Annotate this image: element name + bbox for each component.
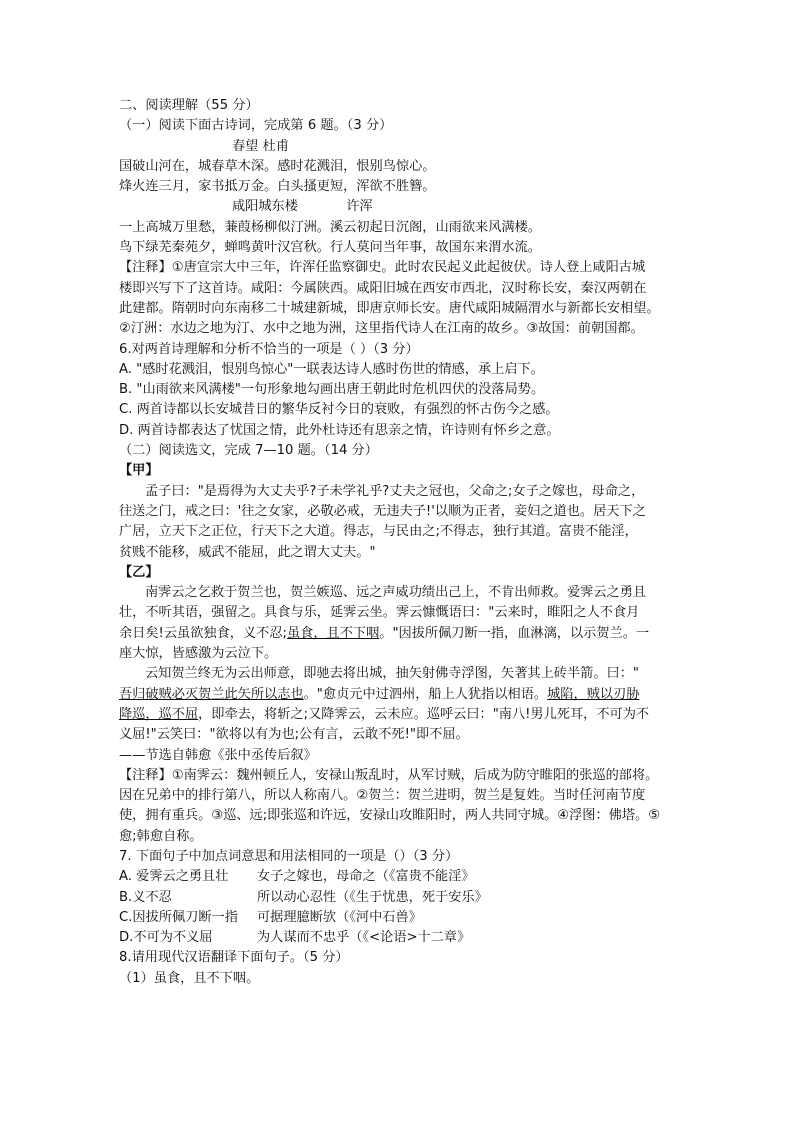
poem1-title: 春望 杜甫 [232,138,289,154]
question-6-option: A. "感时花溅泪，恨别鸟惊心"一联表达诗人感时伤世的情感，承上启下。 [119,361,544,377]
section-heading: 二、阅读理解（55 分） [119,98,259,113]
question-8-item: （1）虽食，且不下咽。 [119,970,260,986]
passage-line: 降巡，巡不屈，即牵去，将斩之;又降霁云，云未应。巡呼云曰："南八!男儿死耳，不可为不 [119,706,650,722]
passage-line: 云知贺兰终无为云出师意，即驰去将出城，抽矢射佛寺浮图，矢著其上砖半箭。曰：" [145,666,639,682]
underlined-sentence: 吾归破贼必灭贺兰此矢所以志也 [119,686,304,702]
question-7-stem: 7. 下面句子中加点词意思和用法相同的一项是（）（3 分） [119,848,459,864]
passage-source: ——节选自韩愈《张中丞传后叙》 [119,747,317,763]
yi-label: 【乙】 [119,564,159,580]
question-7-option: B.义不忍 所以动心忍性（《生于忧患，死于安乐》 [119,889,488,905]
passage-line: 贫贱不能移，威武不能屈，此之谓大丈夫。" [119,544,376,560]
question-6-option: D. 两首诗都表达了忧国之情，此外杜诗还有思亲之情，许诗则有怀乡之意。 [119,422,560,438]
note-line: 【注释】①南霁云：魏州顿丘人，安禄山叛乱时，从军讨贼，后成为防守睢阳的张巡的部将。 [119,767,659,783]
part2-instruction: （二）阅读选文，完成 7—10 题。（14 分） [119,443,378,459]
poem2-title-row [119,197,681,217]
document-page [119,96,681,989]
note-line: 使，拥有重兵。③巡、远;即张巡和许远，安禄山攻睢阳时，两人共同守城。④浮图：佛塔。⑤ [119,808,661,824]
note-line: 楼即兴写下了这首诗。咸阳：今属陕西。咸阳旧城在西安市西北，汉时称长安，秦汉两朝在 [119,280,647,296]
question-8-stem: 8.请用现代汉语翻译下面句子。（5 分） [119,950,349,966]
passage-line: 吾归破贼必灭贺兰此矢所以志也。"愈贞元中过泗州，船上人犹指以相语。城陷，贼以刃胁 [119,686,640,702]
question-6-option: C. 两首诗都以长安城昔日的繁华反衬今日的衰败，有强烈的怀古伤今之感。 [119,402,559,418]
part1-instruction: （一）阅读下面古诗词，完成第 6 题。（3 分） [119,118,393,134]
passage-line: 座大惊，皆感激为云泣下。 [119,646,278,662]
question-6-option: B. "山雨欲来风满楼"一句形象地勾画出唐王朝此时危机四伏的没落局势。 [119,382,545,398]
underlined-sentence: 虽食，且不下咽 [286,625,380,641]
poem-line: 一上高城万里愁，蒹葭杨柳似汀洲。溪云初起日沉阁，山雨欲来风满楼。 [119,219,541,235]
passage-line: 南霁云之乞救于贺兰也，贺兰嫉巡、远之声威功绩出己上，不肯出师救。爱霁云之勇且 [145,585,647,601]
passage-line: 义屈!"云笑曰："欲将以有为也;公有言，云敢不死!"即不屈。 [119,727,469,743]
question-7-option: D.不可为不义屈 为人谋而不忠乎（《<论语>十二章》 [119,930,471,946]
question-7-option: A. 爱霁云之勇且壮 女子之嫁也，母命之（《富贵不能淫》 [119,869,475,885]
passage-line: 壮，不听其语，强留之。具食与乐，延霁云坐。霁云慷慨语曰："云来时，睢阳之人不食月 [119,605,640,621]
note-line: 此建都。隋朝时向东南移二十城建新城，即唐京师长安。唐代咸阳城隔渭水与新都长安相望。 [119,300,660,316]
passage-line: 往送之门，戒之曰：'往之女家，必敬必戒，无违夫子!'以顺为正者，妾妇之道也。居天下之 [119,503,646,519]
note-line: 愈;韩愈自称。 [119,828,203,844]
poem-line: 国破山河在，城春草木深。感时花溅泪，恨别鸟惊心。 [119,158,436,174]
passage-line: 广居，立天下之正位，行天下之大道。得志，与民由之;不得志，独行其道。富贵不能淫， [119,524,638,540]
note-line: 因在兄弟中的排行第八，所以人称南八。②贺兰：贺兰进明，贺兰是复姓。当时任河南节度 [119,788,646,804]
note-line: ②汀洲：水边之地为汀、水中之地为洲，这里指代诗人在江南的故乡。③故国：前朝国都。 [119,321,644,337]
poem-line: 鸟下绿芜秦苑夕，蝉鸣黄叶汉宫秋。行人莫问当年事，故国东来渭水流。 [119,240,541,256]
poem2-title: 咸阳城东楼 [232,199,298,215]
passage-line: 孟子曰："是焉得为大丈夫乎?子未学礼乎?丈夫之冠也，父命之;女子之嫁也，母命之， [145,483,645,499]
note-line: 【注释】①唐宣宗大中三年，许浑任监察御史。此时农民起义此起彼伏。诗人登上咸阳古城 [119,260,646,276]
underlined-sentence: 降巡，巡不屈 [119,706,199,722]
underlined-sentence: 城陷，贼以刃胁 [547,686,640,702]
jia-label: 【甲】 [119,463,159,479]
question-7-option: C.因拔所佩刀断一指 可据理臆断欤（《河中石兽》 [119,909,422,925]
question-6-stem: 6.对两首诗理解和分析不恰当的一项是（ ）（3 分） [119,341,419,357]
poem2-author: 许浑 [346,199,373,215]
poem-line: 烽火连三月，家书抵万金。白头搔更短，浑欲不胜簪。 [119,179,436,195]
passage-line: 余日矣!云虽欲独食，义不忍;虽食，且不下咽。"因拔所佩刀断一指，血淋漓，以示贺兰。一 [119,625,650,641]
